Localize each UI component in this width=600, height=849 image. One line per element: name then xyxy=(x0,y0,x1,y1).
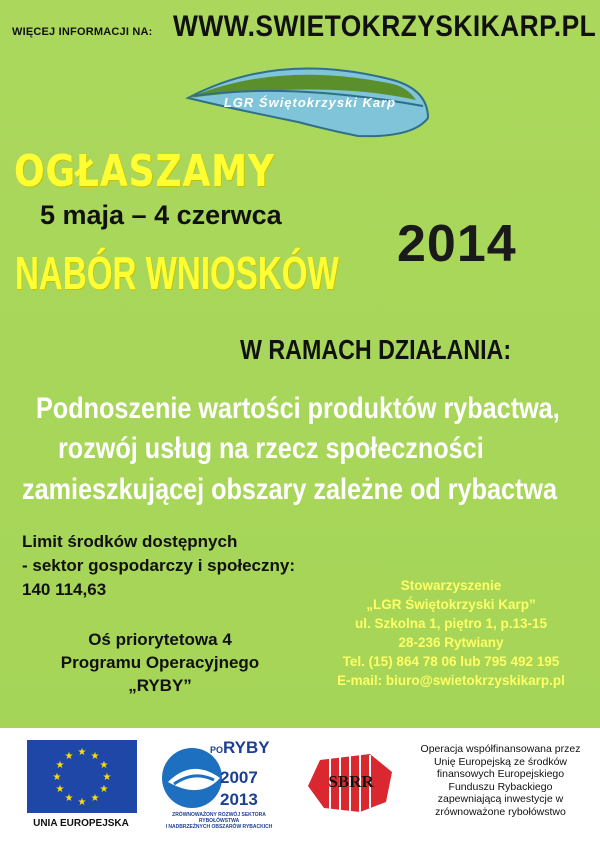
sbrr-text: SBRR xyxy=(328,772,374,791)
assoc-phone[interactable]: Tel. (15) 864 78 06 lub 795 492 195 xyxy=(342,654,560,669)
ryby-tagline-line: ZRÓWNOWAŻONY ROZWÓJ SEKTORA RYBOŁÓWSTWA xyxy=(172,812,266,824)
date-range: 5 maja – 4 czerwca xyxy=(40,200,282,230)
op-line: Unię Europejską ze środków xyxy=(433,755,568,768)
svg-text:★: ★ xyxy=(90,793,100,804)
cofinancing-note xyxy=(408,743,593,818)
svg-text:★: ★ xyxy=(77,747,87,758)
svg-text:★: ★ xyxy=(64,751,74,762)
ryby-po: PO xyxy=(210,745,224,755)
call-title: NABÓR WNIOSKÓW xyxy=(15,247,339,299)
logo-text: LGR Świętokrzyski Karp xyxy=(223,95,397,110)
description-line: Podnoszenie wartości produktów rybactwa, xyxy=(36,392,560,425)
year: 2014 xyxy=(397,215,517,273)
axis-line: Oś priorytetowa 4 xyxy=(88,630,232,649)
svg-text:★: ★ xyxy=(64,793,74,804)
svg-text:★: ★ xyxy=(99,784,109,795)
limit-line: - sektor gospodarczy i społeczny: xyxy=(22,556,296,575)
assoc-name: „LGR Świętokrzyski Karp” xyxy=(366,597,536,612)
svg-text:★: ★ xyxy=(90,751,100,762)
limit-line: Limit środków dostępnych xyxy=(22,532,238,551)
ryby-year-start: 2007 xyxy=(220,768,258,787)
ryby-brand xyxy=(210,738,270,758)
svg-text:★: ★ xyxy=(99,760,109,771)
funding-limit xyxy=(22,530,295,602)
svg-text:★: ★ xyxy=(55,784,65,795)
description-line: zamieszkującej obszary zależne od rybactwa xyxy=(22,473,558,506)
assoc-city: 28-236 Rytwiany xyxy=(398,635,504,650)
assoc-line: Stowarzyszenie xyxy=(400,578,502,593)
eu-stars-icon xyxy=(27,740,137,813)
op-line: Operacja współfinansowana przez xyxy=(420,743,581,755)
op-line: zapewniającą inwestycje w xyxy=(437,793,564,805)
svg-text:★: ★ xyxy=(77,797,87,808)
svg-text:★: ★ xyxy=(55,760,65,771)
op-line: Funduszu Rybackiego xyxy=(448,780,553,793)
axis-line: Programu Operacyjnego xyxy=(60,653,260,672)
ryby-year-end: 2013 xyxy=(220,790,258,809)
ryby-name: RYBY xyxy=(223,738,270,757)
op-line: finansowych Europejskiego xyxy=(436,768,565,780)
action-label: W RAMACH DZIAŁANIA: xyxy=(240,334,512,365)
svg-text:★: ★ xyxy=(102,772,112,783)
info-label: WIĘCEJ INFORMACJI NA: xyxy=(12,26,153,38)
axis-line: „RYBY” xyxy=(128,676,192,695)
website-link[interactable]: WWW.SWIETOKRZYSKIKARP.PL xyxy=(173,10,597,43)
ryby-tagline-line: I NADBRZEŻNYCH OBSZARÓW RYBACKICH xyxy=(165,824,273,830)
assoc-email[interactable]: E-mail: biuro@swietokrzyskikarp.pl xyxy=(337,673,565,688)
priority-axis xyxy=(40,628,280,697)
eu-flag-logo xyxy=(27,740,137,813)
headline: OGŁASZAMY xyxy=(14,146,275,197)
eu-label: UNIA EUROPEJSKA xyxy=(33,818,129,829)
svg-text:★: ★ xyxy=(52,772,62,783)
description-line: rozwój usług na rzecz społeczności xyxy=(58,432,484,465)
assoc-address: ul. Szkolna 1, piętro 1, p.13-15 xyxy=(354,616,548,631)
op-line: zrównoważone rybołówstwo xyxy=(435,805,566,818)
limit-amount: 140 114,63 xyxy=(22,580,107,599)
ryby-tagline xyxy=(158,812,280,830)
association-contact xyxy=(320,576,582,690)
